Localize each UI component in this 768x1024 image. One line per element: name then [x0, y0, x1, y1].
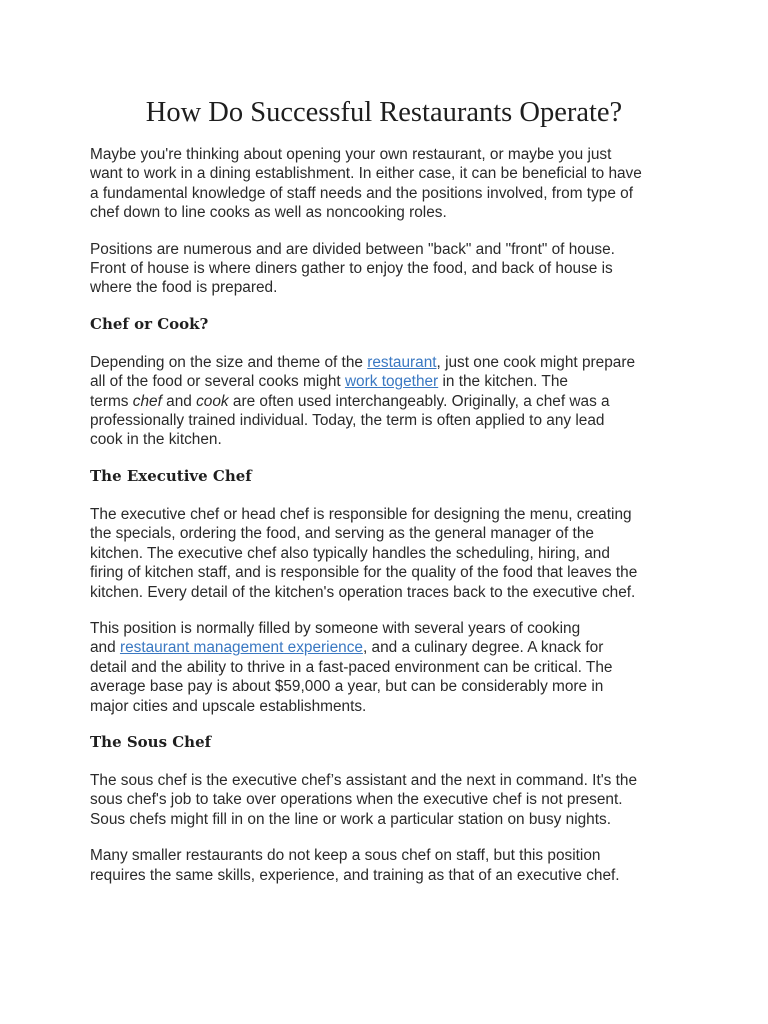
sous-chef-paragraph-1 — [90, 771, 680, 829]
text-segment: in the kitchen. The — [438, 373, 568, 391]
text-line: requires the same skills, experience, and training as that of an executive chef. — [90, 866, 620, 884]
restaurant-management-experience-link[interactable]: restaurant management experience — [119, 639, 363, 657]
text-line — [90, 372, 680, 391]
text-line: Front of house is where diners gather to enjoy the food, and back of house is — [90, 260, 613, 278]
text-line: sous chef's job to take over operations when the executive chef is not present. — [90, 791, 623, 809]
text-segment: and — [90, 639, 120, 657]
text-line: Maybe you're thinking about opening your own restaurant, or maybe you just — [90, 146, 612, 163]
text-line: a fundamental knowledge of staff needs and the positions involved, from type of — [90, 184, 634, 202]
text-line: where the food is prepared. — [90, 279, 278, 297]
text-line — [90, 353, 680, 372]
text-line: The executive chef or head chef is responsible for designing the menu, creating — [90, 505, 632, 523]
intro-paragraph — [90, 145, 680, 223]
restaurant-link[interactable]: restaurant — [367, 353, 437, 371]
text-line: The sous chef is the executive chef’s assistant and the next in command. It's the — [90, 771, 638, 789]
text-line: Many smaller restaurants do not keep a sous chef on staff, but this position — [90, 847, 601, 865]
text-line: kitchen. Every detail of the kitchen's operation traces back to the executive chef. — [90, 583, 636, 601]
text-segment: , and a culinary degree. A knack for — [362, 639, 604, 657]
text-line: detail and the ability to thrive in a fast-paced environment can be critical. The — [90, 658, 613, 676]
text-line: Positions are numerous and are divided between "back" and "front" of house. — [90, 240, 615, 258]
text-line: professionally trained individual. Today, the term is often applied to any lead — [90, 412, 605, 430]
text-line: average base pay is about $59,000 a year, but can be considerably more in — [90, 678, 604, 696]
text-segment: are often used interchangeably. Originally, a chef was a — [228, 392, 610, 410]
positions-paragraph — [90, 240, 680, 298]
chef-or-cook-heading: Chef or Cook? — [90, 314, 209, 333]
text-line: major cities and upscale establishments. — [90, 697, 367, 715]
emphasis-cook: cook — [196, 392, 229, 410]
text-line: kitchen. The executive chef also typically handles the scheduling, hiring, and — [90, 544, 610, 562]
work-together-link[interactable]: work together — [344, 373, 439, 391]
text-line: Sous chefs might fill in on the line or work a particular station on busy nights. — [90, 810, 611, 828]
text-segment: Depending on the size and theme of the — [90, 353, 368, 371]
text-line: chef down to line cooks as well as noncooking roles. — [90, 204, 447, 222]
text-segment: terms — [90, 392, 133, 410]
sous-chef-heading: The Sous Chef — [90, 732, 212, 751]
executive-chef-heading: The Executive Chef — [90, 466, 252, 485]
text-line: This position is normally filled by someone with several years of cooking — [90, 619, 581, 637]
article-body — [90, 145, 680, 902]
text-line — [90, 638, 680, 657]
text-line: want to work in a dining establishment. In either case, it can be beneficial to have — [90, 165, 642, 183]
executive-chef-paragraph-1 — [90, 505, 680, 602]
text-segment: and — [161, 392, 197, 410]
emphasis-chef: chef — [132, 392, 162, 410]
text-line — [90, 392, 680, 411]
text-line: firing of kitchen staff, and is responsible for the quality of the food that leaves the — [90, 564, 638, 582]
page-title: How Do Successful Restaurants Operate? — [145, 97, 623, 128]
text-segment: all of the food or several cooks might — [90, 373, 345, 391]
chef-or-cook-paragraph — [90, 353, 680, 450]
text-segment: , just one cook might prepare — [436, 353, 636, 371]
text-line: the specials, ordering the food, and serving as the general manager of the — [90, 525, 594, 543]
text-line: cook in the kitchen. — [90, 431, 222, 449]
sous-chef-paragraph-2 — [90, 846, 680, 885]
executive-chef-paragraph-2 — [90, 619, 680, 716]
